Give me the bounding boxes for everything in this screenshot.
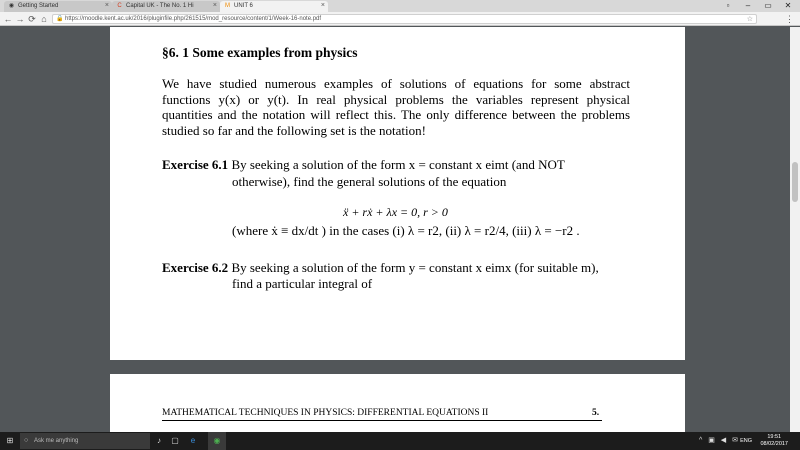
chrome-taskbar-icon[interactable]: ◉ (208, 432, 226, 450)
equation: ẍ + rẋ + λx = 0, r > 0 (343, 205, 448, 219)
tab-capital[interactable] (112, 1, 220, 12)
windows-start-icon[interactable]: ⊞ (6, 436, 14, 445)
task-view-icon[interactable]: ▢ (171, 436, 179, 445)
tab-label: UNIT 6 (234, 3, 253, 9)
lock-icon: 🔒 (56, 16, 64, 22)
moodle-icon: M (225, 3, 230, 9)
reload-icon[interactable]: ⟳ (28, 14, 36, 24)
windows-taskbar (0, 432, 800, 450)
browser-toolbar (0, 12, 800, 26)
user-icon[interactable]: ▫ (726, 1, 730, 10)
exercise-label: Exercise 6.2 (162, 260, 229, 275)
search-icon: ○ (24, 437, 29, 444)
page-number: 5. (592, 408, 600, 418)
footer-divider (162, 420, 602, 421)
forward-icon[interactable]: → (15, 14, 25, 24)
tab-label: Getting Started (18, 3, 59, 9)
exercise-text: By seeking a solution of the form x = constant x eimt (and NOT (231, 157, 565, 172)
page-footer-title: MATHEMATICAL TECHNIQUES IN PHYSICS: DIFFERENTIAL EQUATIONS II (162, 408, 489, 418)
close-icon[interactable]: × (104, 2, 109, 9)
pdf-viewer[interactable] (0, 27, 800, 432)
menu-icon[interactable]: ⋮ (785, 14, 794, 24)
microphone-icon[interactable]: ♪ (157, 436, 161, 445)
scrollbar[interactable] (790, 27, 800, 432)
minimize-icon[interactable]: – (745, 1, 751, 10)
search-placeholder: Ask me anything (34, 438, 79, 444)
close-icon[interactable]: × (320, 2, 325, 9)
clock-date: 08/02/2017 (760, 441, 788, 447)
language-indicator[interactable]: ENG (740, 438, 752, 444)
tab-unit6[interactable] (220, 1, 328, 12)
star-icon[interactable]: ☆ (746, 16, 753, 23)
cortana-search[interactable] (20, 433, 150, 449)
exercise-label: Exercise 6.1 (162, 157, 229, 172)
exercise-6-1-cases: (where ẋ ≡ dx/dt ) in the cases (i) λ = r2, (ii) λ = r2/4, (iii) λ = −r2 . (232, 223, 580, 238)
exercise-text: By seeking a solution of the form y = constant x eimx (for suitable m), (231, 260, 599, 275)
tab-getting-started[interactable] (4, 1, 112, 12)
edge-icon[interactable]: e (190, 436, 196, 445)
browser-tabstrip (0, 0, 800, 12)
intro-paragraph: We have studied numerous examples of solutions of equations for some abstract functions y(x) or y(t). In real physical problems the variables represent physical quantities and the notation will reflect this. The only difference between the problems studied so far and the following set is the notation! (162, 76, 630, 138)
section-heading: §6. 1 Some examples from physics (162, 45, 358, 60)
scrollbar-thumb[interactable] (792, 162, 798, 202)
clock-time: 19:51 (767, 434, 782, 440)
system-tray[interactable]: ^ ▣ ◀ ✉ (699, 437, 740, 444)
capital-icon: C (117, 3, 122, 9)
url-text: https://moodle.kent.ac.uk/2016/pluginfile.php/261515/mod_resource/content/1/Week-16-note.pdf (65, 16, 322, 22)
window-close-icon[interactable]: ✕ (784, 1, 792, 10)
address-bar[interactable] (52, 14, 757, 24)
exercise-6-1 (162, 157, 565, 173)
back-icon[interactable]: ← (3, 14, 13, 24)
tab-label: Capital UK - The No. 1 Hi (126, 3, 194, 9)
exercise-6-1-cont: otherwise), find the general solutions of the equation (232, 174, 507, 189)
clock[interactable] (760, 434, 788, 448)
pdf-page (110, 27, 685, 360)
pdf-page-2 (110, 374, 685, 432)
exercise-6-2 (162, 260, 599, 276)
exercise-6-2-cont: find a particular integral of (232, 276, 373, 291)
home-icon[interactable]: ⌂ (41, 14, 47, 24)
chrome-icon: ◉ (8, 3, 15, 9)
restore-icon[interactable]: ▭ (764, 1, 772, 10)
close-icon[interactable]: × (212, 2, 217, 9)
